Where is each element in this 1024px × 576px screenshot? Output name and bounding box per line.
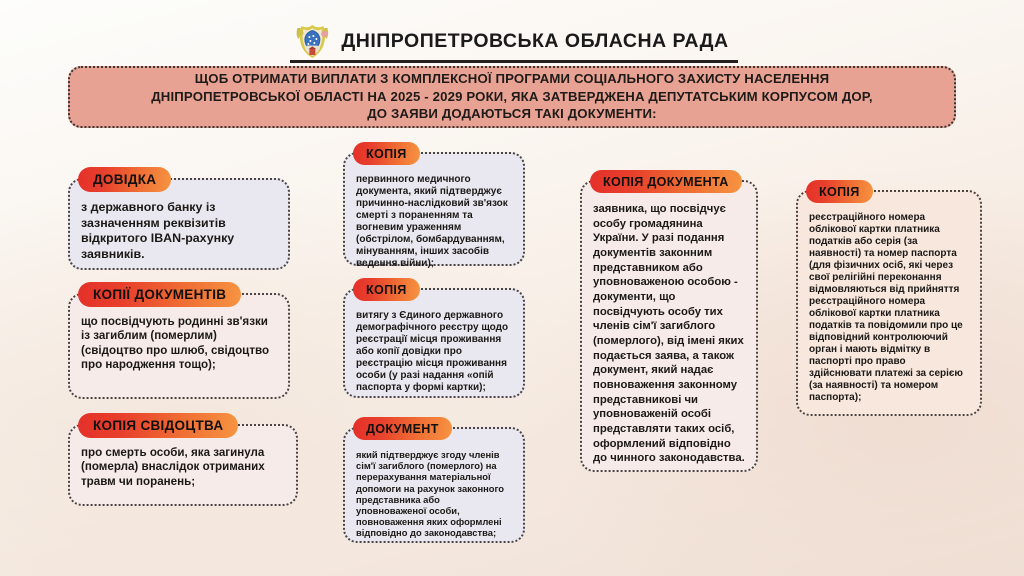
card-label-kopiya-registry: КОПІЯ [353,278,420,301]
header-inner [295,22,728,60]
card-label-kopiya-tax-id: КОПІЯ [806,180,873,203]
card-label-kopiya-dokumenta: КОПІЯ ДОКУМЕНТА [590,170,742,193]
page-header [0,0,1024,62]
card-label-kopii-dokumentiv: КОПІЇ ДОКУМЕНТІВ [78,282,241,307]
card-text-kopiya-dokumenta: заявника, що посвідчує особу громадянина України. У разі подання документів законним представником або уповноваженою особою - документи, що посвідчують особу тих членів сім'ї загиблого (померлого), від імені яких подається заява, а також документ, який надає повноваження законному представникові чи уповноваженій особі представляти таких осіб, оформлений відповідно до чинного законодавства. [593,203,745,465]
page-title: ДНІПРОПЕТРОВСЬКА ОБЛАСНА РАДА [341,29,729,52]
card-label-kopiya-svidotstva: КОПІЯ СВІДОЦТВА [78,413,238,438]
card-label-kopiya-medical: КОПІЯ [353,142,420,165]
dnipropetrovsk-coat-of-arms-icon [295,22,329,60]
card-text-dokument: який підтверджує згоду членів сім'ї загиблого (померлого) на перерахування матеріальної допомоги на рахунок законного представника або уповноваженої особи, повноваження яких оформлені відповідно до законодавства; [356,449,505,539]
header-divider [290,60,738,63]
card-text-kopiya-medical: первинного медичного документа, який підтверджує причинно-наслідковий зв'язок смерті з пораненням та вогневим ураженням (обстрілом, бомбардуванням, мінуванням, інших засобів ведення війни); [356,174,508,269]
document-card-kopiya-tax-id [796,184,982,416]
card-text-kopiya-registry: витягу з Єдиного державного демографічного реєстру щодо реєстрації місця проживання або копії довідки про реєстрацію місця проживання особи (у разі надання «опій паспорта у формі картки); [356,310,509,393]
banner-line-3: ДО ЗАЯВИ ДОДАЮТЬСЯ ТАКІ ДОКУМЕНТИ: [367,106,657,122]
banner-line-2: ДНІПРОПЕТРОВСЬКОЇ ОБЛАСТІ НА 2025 - 2029 РОКИ, ЯКА ЗАТВЕРДЖЕНА ДЕПУТАТСЬКИМ КОРПУСОМ ДОР, [151,88,873,104]
card-label-dokument: ДОКУМЕНТ [353,417,452,440]
document-card-kopii-dokumentiv [68,287,290,399]
document-card-dovidka [68,172,290,270]
card-label-dovidka: ДОВІДКА [78,167,171,192]
document-card-kopiya-registry [343,282,525,398]
document-card-kopiya-dokumenta [580,174,758,472]
document-card-kopiya-svidotstva [68,418,298,506]
card-text-dovidka: з державного банку із зазначенням реквізитів відкритого IBAN-рахунку заявників. [81,200,235,261]
intro-banner [68,66,956,128]
document-card-dokument [343,421,525,543]
card-text-kopiya-tax-id: реєстраційного номера облікової картки платника податків або серія (за наявності) та номер паспорта (для фізичних осіб, які через свої релігійні переконання відмовляються від прийняття реєстраційного номера облікової картки платника податків та повідомили про це відповідний контролюючий орган і мають відмітку в паспорті про право здійснювати платежі за серією (за наявності) та номером паспорта); [809,212,963,403]
banner-line-1: ЩОБ ОТРИМАТИ ВИПЛАТИ З КОМПЛЕКСНОЇ ПРОГРАМИ СОЦІАЛЬНОГО ЗАХИСТУ НАСЕЛЕННЯ [194,70,830,86]
document-card-kopiya-medical [343,146,525,269]
card-text-kopiya-svidotstva: про смерть особи, яка загинула (померла) внаслідок отриманих травм чи поранень; [81,446,265,488]
card-text-kopii-dokumentiv: що посвідчують родинні зв'язки із загиблим (померлим) (свідоцтво про шлюб, свідоцтво про народження тощо); [81,315,270,372]
